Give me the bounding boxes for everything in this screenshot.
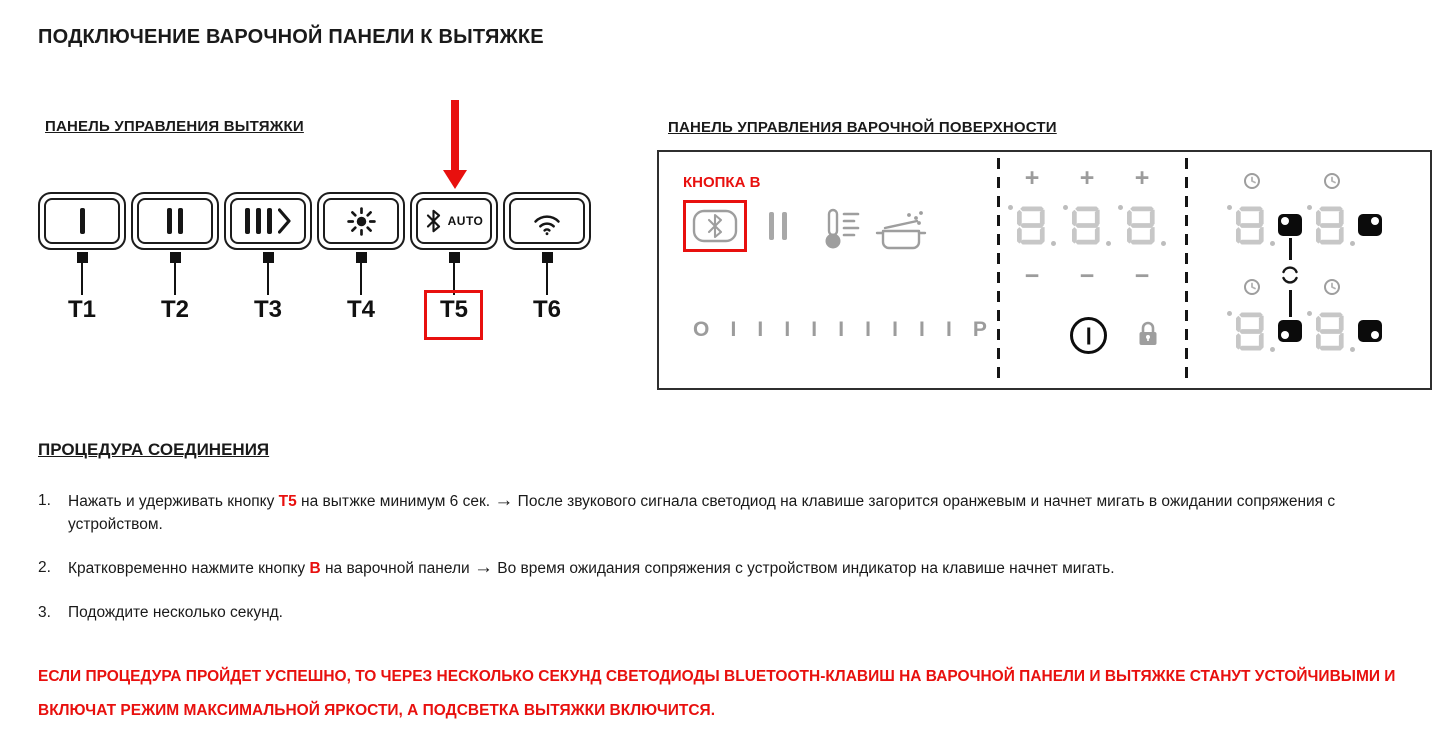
wifi-icon xyxy=(530,207,564,236)
callout-line xyxy=(81,263,83,295)
zone-select-rear-left xyxy=(1278,320,1302,342)
button-b-label: КНОПКА B xyxy=(683,174,761,191)
zone-select-front-left xyxy=(1278,214,1302,236)
slider-mark: I xyxy=(730,318,737,341)
minus-key: − xyxy=(1024,262,1040,290)
hood-button-t1 xyxy=(38,192,126,250)
arrow-glyph: → xyxy=(473,557,493,578)
bridge-zones-icon xyxy=(1280,262,1300,288)
dashed-separator xyxy=(997,158,1000,382)
pot-icon xyxy=(875,210,927,255)
dashed-separator xyxy=(1185,158,1188,382)
hood-button-t3 xyxy=(224,192,312,250)
slider-mark: I xyxy=(945,318,952,341)
seven-segment-display xyxy=(1236,310,1266,353)
slider-mark: I xyxy=(892,318,898,341)
step-text: Кратковременно нажмите кнопку xyxy=(68,560,310,577)
step-key-highlight: T5 xyxy=(278,493,297,510)
step-number: 2. xyxy=(38,559,51,576)
step-text: Нажать и удерживать кнопку xyxy=(68,493,279,510)
callout-square xyxy=(356,252,367,263)
hood-button-t5 xyxy=(410,192,498,250)
callout-line xyxy=(360,263,362,295)
pause-icon xyxy=(769,212,787,240)
t5-highlight-box xyxy=(424,290,483,340)
seven-segment-display xyxy=(1316,204,1346,247)
step-number: 1. xyxy=(38,492,51,509)
red-arrow-shaft xyxy=(451,100,459,172)
auto-label: AUTO xyxy=(447,214,484,228)
slider-mark: P xyxy=(972,318,987,341)
plus-key: + xyxy=(1134,164,1150,192)
light-icon xyxy=(346,206,377,237)
timer-clock-icon xyxy=(1323,278,1341,296)
hood-button-label-t5: T5 xyxy=(439,296,468,323)
slider-mark: I xyxy=(838,318,845,341)
callout-square xyxy=(170,252,181,263)
arrow-glyph: → xyxy=(494,490,514,511)
hood-button-label-t3: T3 xyxy=(253,296,282,323)
procedure-step-3 xyxy=(38,601,1430,624)
procedure-heading: ПРОЦЕДУРА СОЕДИНЕНИЯ xyxy=(38,440,270,459)
seven-segment-display xyxy=(1316,310,1346,353)
red-arrow-head xyxy=(443,170,467,189)
minus-key: − xyxy=(1079,262,1095,290)
step-text: Подождите несколько секунд. xyxy=(68,604,283,621)
step-text: на вытжке минимум 6 сек. xyxy=(296,493,495,510)
hob-bluetooth-button-icon xyxy=(691,208,739,244)
fan-speed-3-boost-icon xyxy=(230,198,306,244)
fan-speed-2-icon xyxy=(137,198,213,244)
hood-button-t4 xyxy=(317,192,405,250)
zone-select-front-right xyxy=(1358,214,1382,236)
seven-segment-display xyxy=(1072,204,1102,247)
power-icon xyxy=(1070,317,1107,354)
slider-mark: I xyxy=(865,318,871,341)
slider-mark: O xyxy=(693,318,710,341)
callout-square xyxy=(449,252,460,263)
bridge-link-line xyxy=(1289,238,1292,260)
hood-button-label-t6: T6 xyxy=(532,296,561,323)
hood-button-row xyxy=(38,192,591,250)
bridge-link-line xyxy=(1289,290,1292,317)
slider-mark: I xyxy=(919,318,925,341)
seven-segment-display xyxy=(1127,204,1157,247)
hood-button-label-t1: T1 xyxy=(67,296,96,323)
hood-button-label-t2: T2 xyxy=(160,296,189,323)
callout-square xyxy=(77,252,88,263)
slider-mark: I xyxy=(811,318,818,341)
hob-panel-heading: ПАНЕЛЬ УПРАВЛЕНИЯ ВАРОЧНОЙ ПОВЕРХНОСТИ xyxy=(668,119,1057,136)
timer-clock-icon xyxy=(1323,172,1341,190)
hood-panel-heading: ПАНЕЛЬ УПРАВЛЕНИЯ ВЫТЯЖКИ xyxy=(45,118,304,135)
callout-square xyxy=(263,252,274,263)
plus-key: + xyxy=(1024,164,1040,192)
lock-icon xyxy=(1137,320,1159,352)
callout-square xyxy=(542,252,553,263)
hob-panel-diagram xyxy=(657,150,1432,390)
chevron-right-icon xyxy=(278,208,291,234)
button-b-highlight-box xyxy=(683,200,747,252)
slider-mark: I xyxy=(757,318,764,341)
bluetooth-icon xyxy=(425,209,442,233)
procedure-step-1 xyxy=(38,489,1430,536)
slider-mark: I xyxy=(784,318,791,341)
seven-segment-display xyxy=(1236,204,1266,247)
fan-speed-1-icon xyxy=(80,208,85,234)
power-slider-scale xyxy=(693,318,987,342)
callout-line xyxy=(546,263,548,295)
step-text: После звукового сигнала светодиод на клавише загорится оранжевым и начнет мигать в ожидании сопряжения с устройством. xyxy=(68,493,1336,533)
step-key-highlight: B xyxy=(309,560,321,577)
success-warning-text: ЕСЛИ ПРОЦЕДУРА ПРОЙДЕТ УСПЕШНО, ТО ЧЕРЕЗ НЕСКОЛЬКО СЕКУНД СВЕТОДИОДЫ BLUETOOTH-КЛАВИШ НА ВАРОЧНОЙ ПАНЕЛИ И ВЫТЯЖКЕ СТАНУТ УСТОЙЧИВЫМИ И ВКЛЮЧАТ РЕЖИМ МАКСИМАЛЬНОЙ ЯРКОСТИ, А ПОДСВЕТКА ВЫТЯЖКИ ВКЛЮЧИТСЯ. xyxy=(38,668,1396,719)
callout-line xyxy=(267,263,269,295)
plus-key: + xyxy=(1079,164,1095,192)
step-text: Во время ожидания сопряжения с устройством индикатор на клавише начнет мигать. xyxy=(492,560,1115,577)
hood-button-t2 xyxy=(131,192,219,250)
seven-segment-display xyxy=(1017,204,1047,247)
page-title: ПОДКЛЮЧЕНИЕ ВАРОЧНОЙ ПАНЕЛИ К ВЫТЯЖКЕ xyxy=(38,26,544,48)
thermometer-icon xyxy=(817,208,861,255)
hood-button-t6 xyxy=(503,192,591,250)
timer-clock-icon xyxy=(1243,172,1261,190)
minus-key: − xyxy=(1134,262,1150,290)
step-number: 3. xyxy=(38,604,51,621)
step-text: на варочной панели xyxy=(320,560,474,577)
timer-clock-icon xyxy=(1243,278,1261,296)
zone-select-rear-right xyxy=(1358,320,1382,342)
callout-line xyxy=(174,263,176,295)
procedure-step-2 xyxy=(38,556,1430,580)
hood-button-label-t4: T4 xyxy=(346,296,375,323)
